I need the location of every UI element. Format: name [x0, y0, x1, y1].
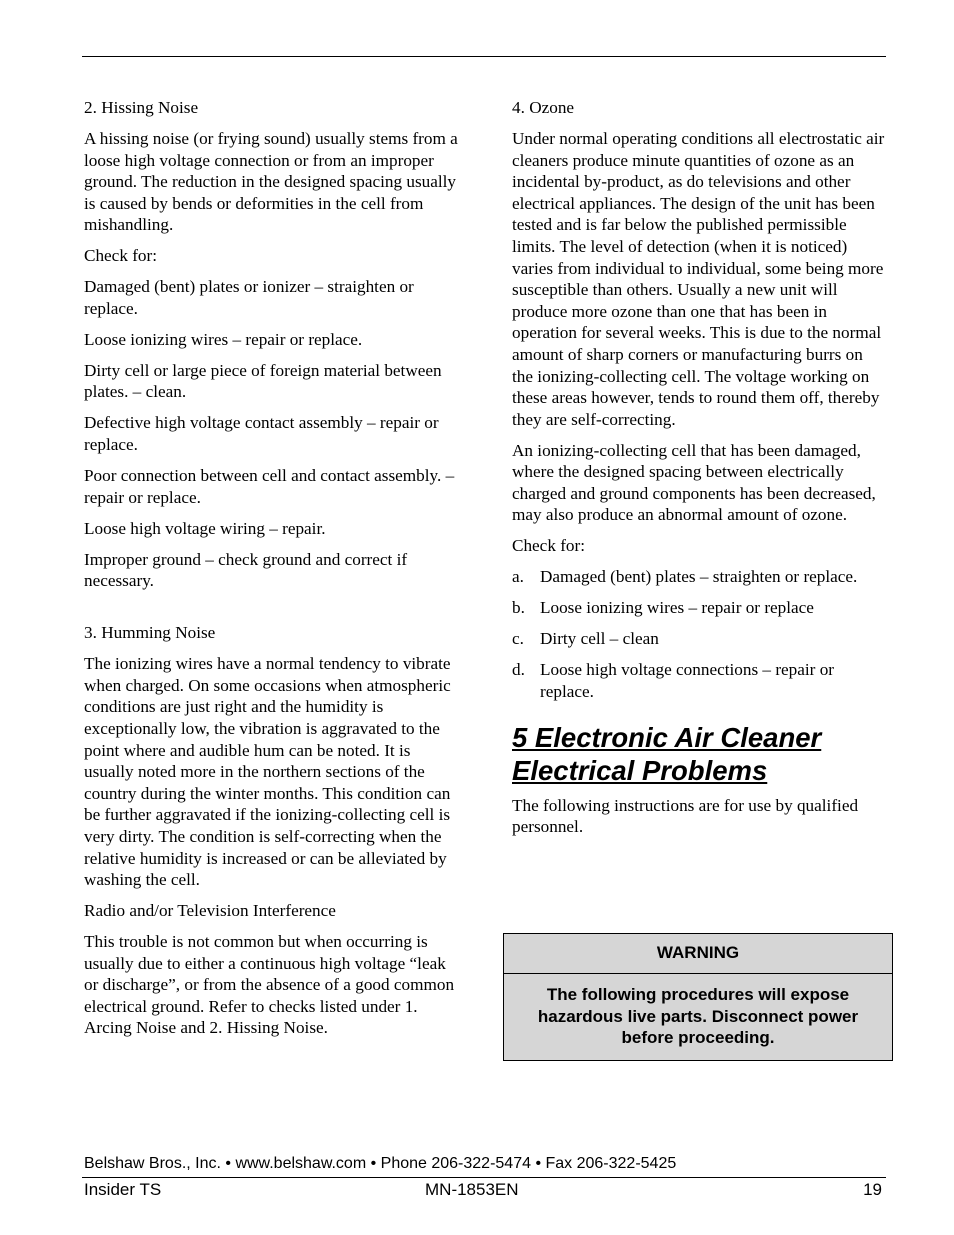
left-column: [84, 97, 460, 1048]
footer-manual-name: Insider TS: [84, 1180, 162, 1199]
ozone-body-1: Under normal operating conditions all electrostatic air cleaners produce minute quantities of ozone as an incidental by-product, as do televisions and other electrical appliances. The design of the unit has been tested and is far below the published permissible limits. The level of detection (when it is noticed) varies from individual to individual, some being more susceptible than others. Usually a new unit will produce more ozone than one that has been in operation for several weeks. This is due to the normal amount of sharp corners or manufacturing burrs on the ionizing-collecting cell. The voltage working on these areas however, tends to round them off, thereby they are self-correcting.: [512, 128, 885, 429]
ozone-body-2: An ionizing-collecting cell that has been damaged, where the designed spacing between electrically charged and ground components has been decreased, may also produce an abnormal amount of ozone.: [512, 440, 876, 525]
hissing-check-for: Check for:: [84, 246, 158, 266]
warning-box: [503, 933, 893, 1061]
hissing-check-item: Improper ground – check ground and correct if necessary.: [84, 549, 408, 591]
list-marker: a.: [512, 567, 524, 587]
right-column: [512, 97, 886, 847]
list-item-text: Dirty cell – clean: [540, 629, 659, 649]
hissing-noise-body: A hissing noise (or frying sound) usually stems from a loose high voltage connection or from an improper ground. The reduction in the designed spacing usually is caused by bends or deformities in the cell from mishandling.: [84, 128, 458, 235]
ozone-heading: 4. Ozone: [512, 98, 575, 117]
section-spacer: [84, 601, 460, 622]
interference-body: This trouble is not common but when occurring is usually due to either a continuous high voltage “leak or discharge”, or from the absence of a good common electrical ground. Refer to checks listed under 1. Arcing Noise and 2. Hissing Noise.: [84, 932, 455, 1038]
hissing-check-item: Damaged (bent) plates or ionizer – straighten or replace.: [84, 277, 414, 318]
hissing-check-item: Dirty cell or large piece of foreign material between plates. – clean.: [84, 360, 442, 402]
list-item-text: Loose ionizing wires – repair or replace: [540, 598, 814, 618]
footer-rule: [82, 1177, 886, 1178]
list-marker: d.: [512, 660, 525, 680]
hissing-noise-heading: 2. Hissing Noise: [84, 98, 199, 117]
header-rule: [82, 56, 886, 57]
list-item-text: Loose high voltage connections – repair or replace.: [540, 660, 835, 701]
list-marker: c.: [512, 629, 524, 649]
interference-heading: Radio and/or Television Interference: [84, 901, 336, 921]
ozone-check-for: Check for:: [512, 536, 586, 556]
hissing-check-item: Poor connection between cell and contact assembly. – repair or replace.: [84, 466, 455, 507]
humming-noise-heading: 3. Humming Noise: [84, 623, 216, 643]
warning-title: WARNING: [504, 934, 892, 974]
warning-body: The following procedures will expose hazardous live parts. Disconnect power before proceeding.: [537, 985, 859, 1048]
hissing-check-item: Loose ionizing wires – repair or replace.: [84, 329, 363, 349]
ozone-check-item: [512, 597, 886, 619]
page-number: 19: [863, 1180, 882, 1199]
ozone-check-item: [512, 659, 886, 702]
footer-document-number: MN-1853EN: [425, 1180, 519, 1199]
hissing-check-item: Defective high voltage contact assembly – repair or replace.: [84, 413, 439, 455]
ozone-check-item: [512, 628, 886, 650]
ozone-check-item: [512, 566, 886, 588]
humming-noise-body: The ionizing wires have a normal tendency to vibrate when charged. On some occasions when atmospheric conditions are just right and the humidity is exceptionally low, the vibration is aggravated to the point where and audible hum can be noted. It is usually noted more in the northern sections of the country during the winter months. This condition can be further aggravated if the ionizing-collecting cell is very dirty. The condition is self-correcting when the relative humidity is increased or can be alleviated by washing the cell.: [84, 654, 451, 890]
section-intro: The following instructions are for use by qualified personnel.: [512, 795, 859, 837]
hissing-check-item: Loose high voltage wiring – repair.: [84, 518, 326, 538]
list-item-text: Damaged (bent) plates – straighten or replace.: [540, 567, 858, 587]
section-title: 5 Electronic Air Cleaner Electrical Problems: [512, 721, 822, 786]
list-marker: b.: [512, 598, 525, 618]
footer-contact: Belshaw Bros., Inc. • www.belshaw.com • Phone 206-322-5474 • Fax 206-322-5425: [84, 1155, 677, 1172]
